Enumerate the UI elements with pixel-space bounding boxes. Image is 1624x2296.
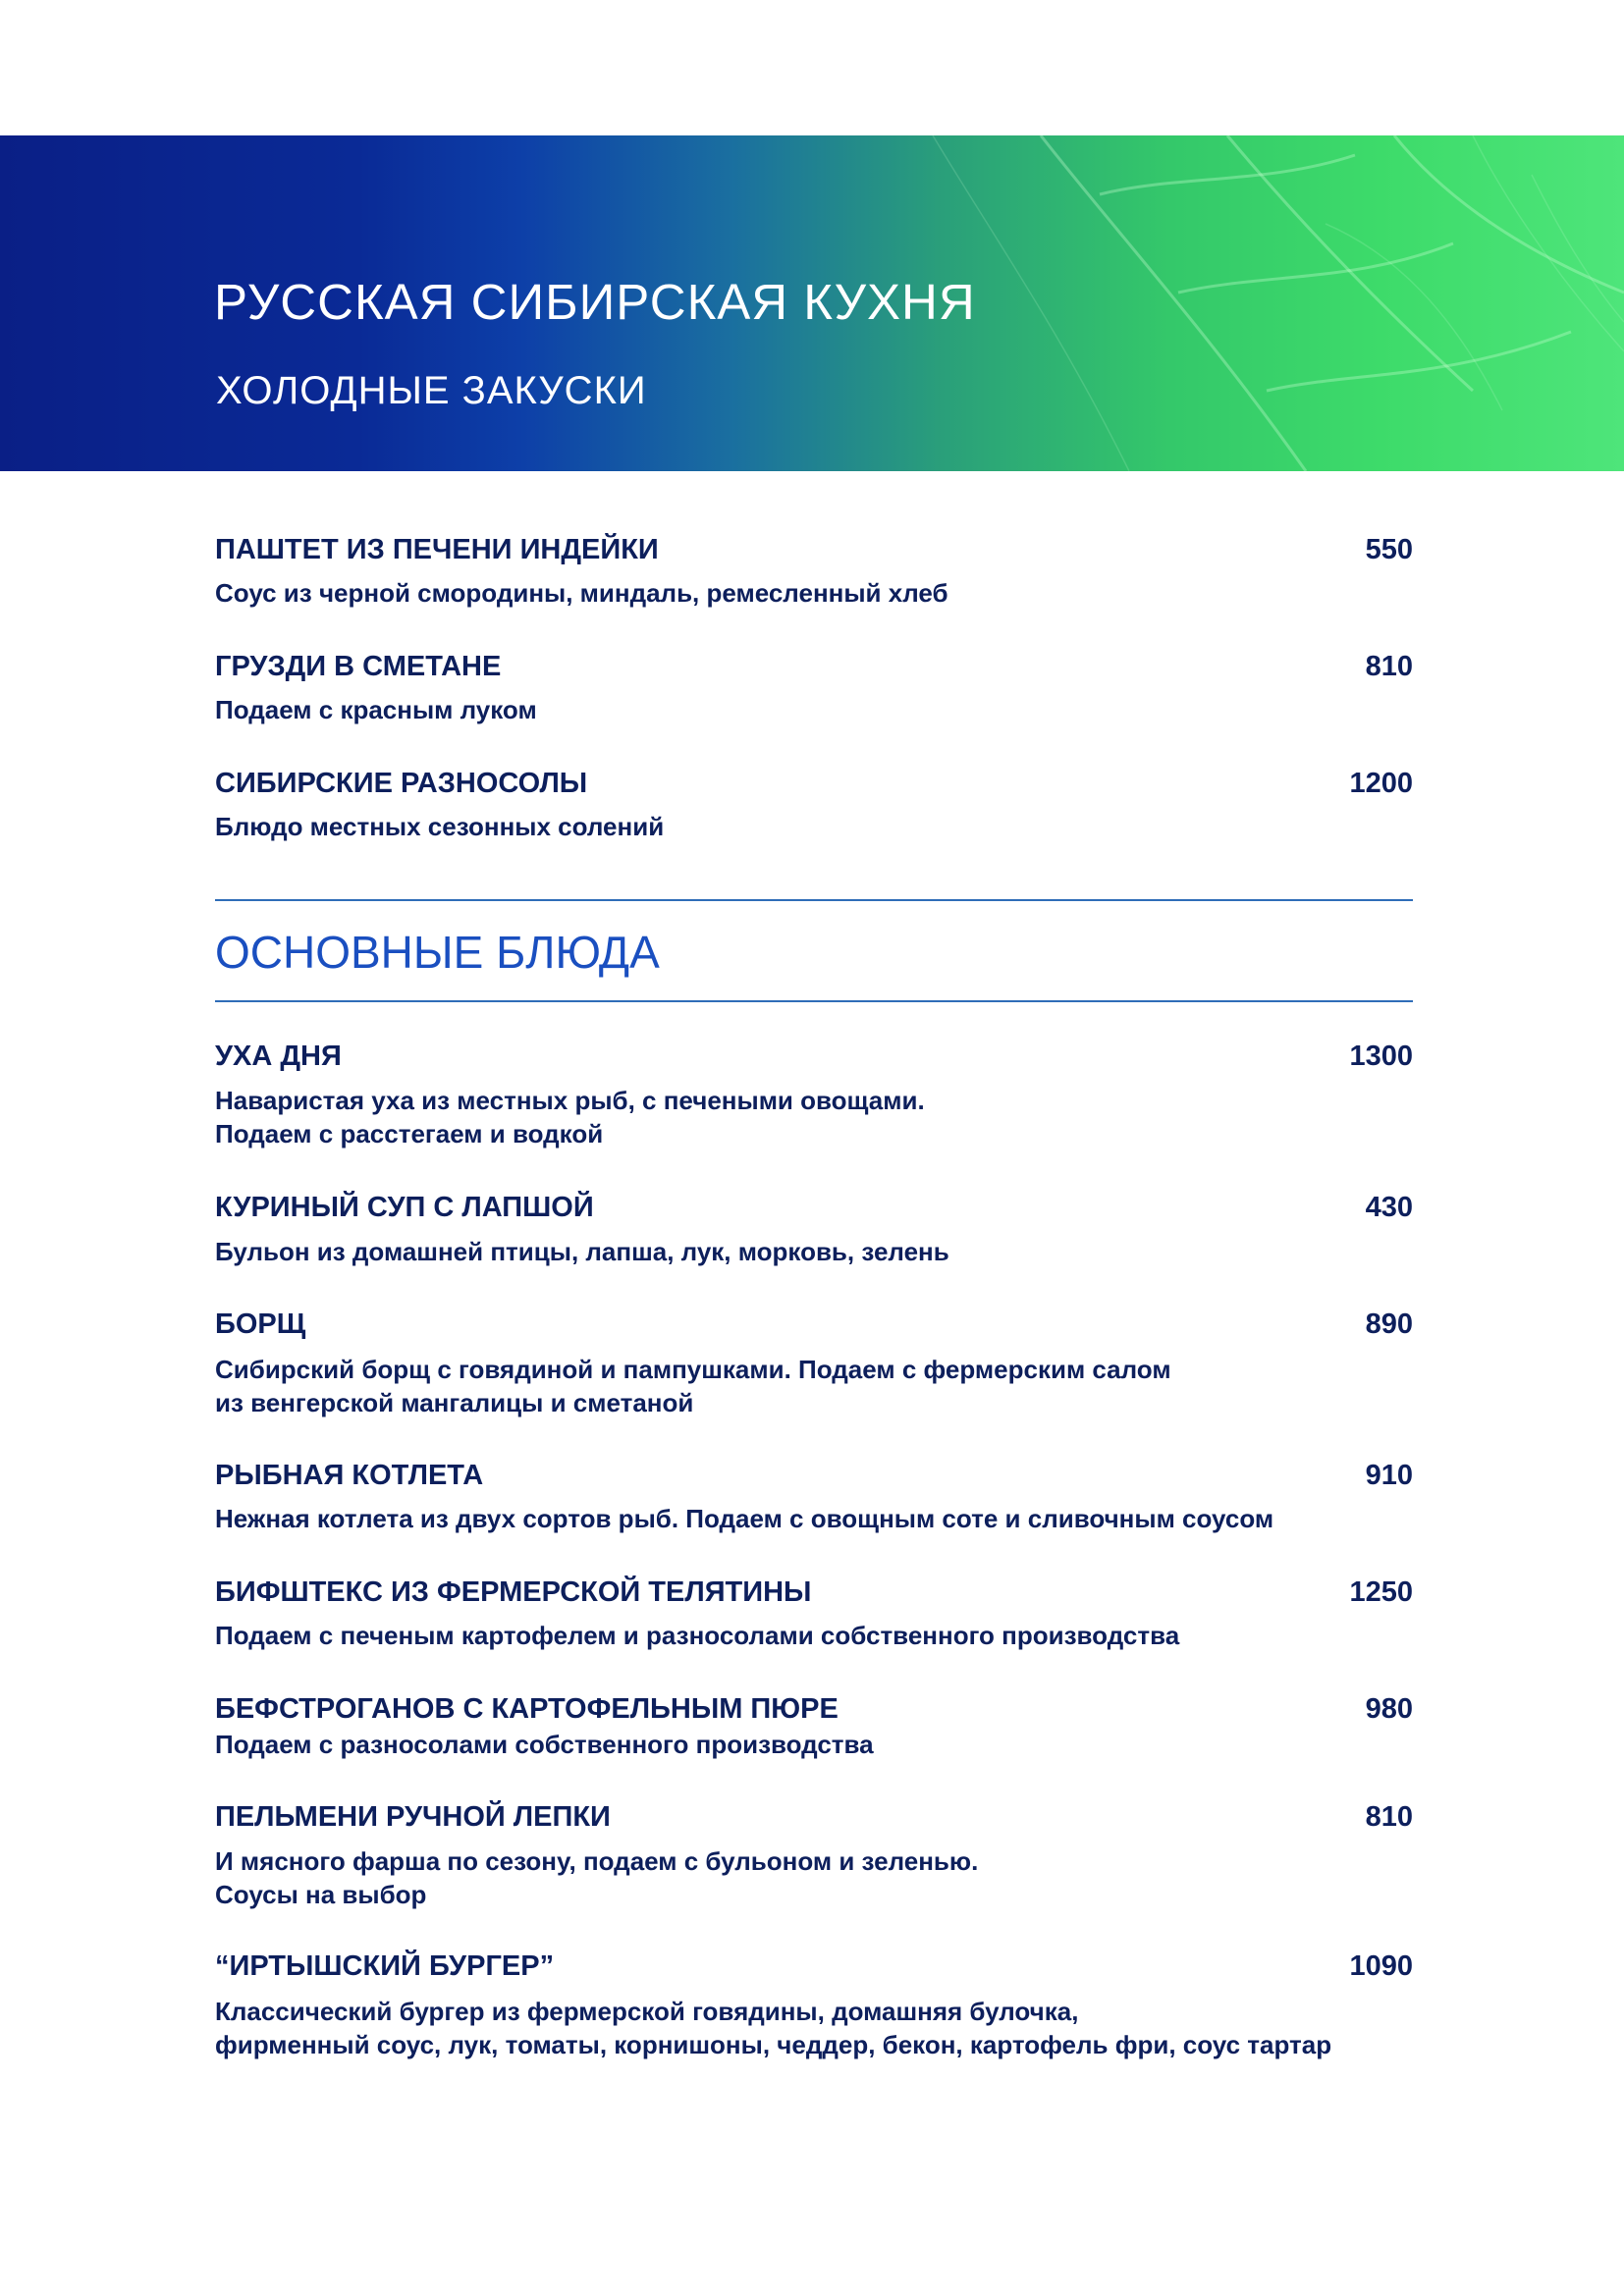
- menu-item-price: 1200: [1349, 768, 1413, 799]
- section-divider-top: [215, 899, 1413, 901]
- menu-item-name: “ИРТЫШСКИЙ БУРГЕР”: [215, 1950, 555, 1982]
- menu-item-price: 1300: [1349, 1041, 1413, 1072]
- menu-item-description: Подаем с печеным картофелем и разносолами собственного производства: [215, 1621, 1180, 1650]
- menu-item-price: 810: [1365, 1801, 1413, 1833]
- menu-item-price: 430: [1365, 1192, 1413, 1223]
- menu-item-description: Подаем с разносолами собственного производства: [215, 1730, 874, 1759]
- menu-item-description: Подаем с красным луком: [215, 695, 537, 724]
- menu-item-name: КУРИНЫЙ СУП С ЛАПШОЙ: [215, 1192, 594, 1223]
- menu-item-description: И мясного фарша по сезону, подаем с бульоном и зеленью. Соусы на выбор: [215, 1846, 979, 1909]
- menu-item-name: СИБИРСКИЕ РАЗНОСОЛЫ: [215, 768, 588, 799]
- menu-item-name: ПЕЛЬМЕНИ РУЧНОЙ ЛЕПКИ: [215, 1801, 611, 1833]
- menu-title: РУССКАЯ СИБИРСКАЯ КУХНЯ: [214, 274, 976, 330]
- menu-item-price: 1090: [1349, 1950, 1413, 1982]
- menu-item-name: УХА ДНЯ: [215, 1041, 342, 1072]
- menu-item-name: БИФШТЕКС ИЗ ФЕРМЕРСКОЙ ТЕЛЯТИНЫ: [215, 1576, 812, 1608]
- menu-item-description: Наваристая уха из местных рыб, с печеными овощами. Подаем с расстегаем и водкой: [215, 1086, 925, 1148]
- menu-item-description: Классический бургер из фермерской говядины, домашняя булочка, фирменный соус, лук, томаты, корнишоны, чеддер, бекон, картофель фри, соус тартар: [215, 1997, 1332, 2059]
- menu-item-description: Соус из черной смородины, миндаль, ремесленный хлеб: [215, 578, 948, 608]
- menu-item-name: РЫБНАЯ КОТЛЕТА: [215, 1460, 484, 1491]
- menu-item-description: Бульон из домашней птицы, лапша, лук, морковь, зелень: [215, 1237, 949, 1266]
- menu-item-price: 890: [1365, 1308, 1413, 1340]
- menu-item-description: Блюдо местных сезонных солений: [215, 812, 665, 841]
- menu-item-name: БОРЩ: [215, 1308, 306, 1340]
- main-dishes-title: ОСНОВНЫЕ БЛЮДА: [215, 927, 660, 978]
- cold-appetizers-title: ХОЛОДНЫЕ ЗАКУСКИ: [216, 369, 647, 412]
- menu-item-price: 910: [1365, 1460, 1413, 1491]
- menu-item-price: 1250: [1349, 1576, 1413, 1608]
- menu-item-description: Нежная котлета из двух сортов рыб. Подаем с овощным соте и сливочным соусом: [215, 1504, 1274, 1533]
- menu-item-name: ГРУЗДИ В СМЕТАНЕ: [215, 651, 502, 682]
- menu-item-price: 980: [1365, 1693, 1413, 1725]
- menu-item-price: 550: [1365, 534, 1413, 565]
- menu-item-name: БЕФСТРОГАНОВ С КАРТОФЕЛЬНЫМ ПЮРЕ: [215, 1693, 839, 1725]
- menu-item-description: Сибирский борщ с говядиной и пампушками. Подаем с фермерским салом из венгерской мангалицы и сметаной: [215, 1355, 1171, 1417]
- section-divider-bottom: [215, 1000, 1413, 1002]
- menu-item-name: ПАШТЕТ ИЗ ПЕЧЕНИ ИНДЕЙКИ: [215, 534, 659, 565]
- menu-item-price: 810: [1365, 651, 1413, 682]
